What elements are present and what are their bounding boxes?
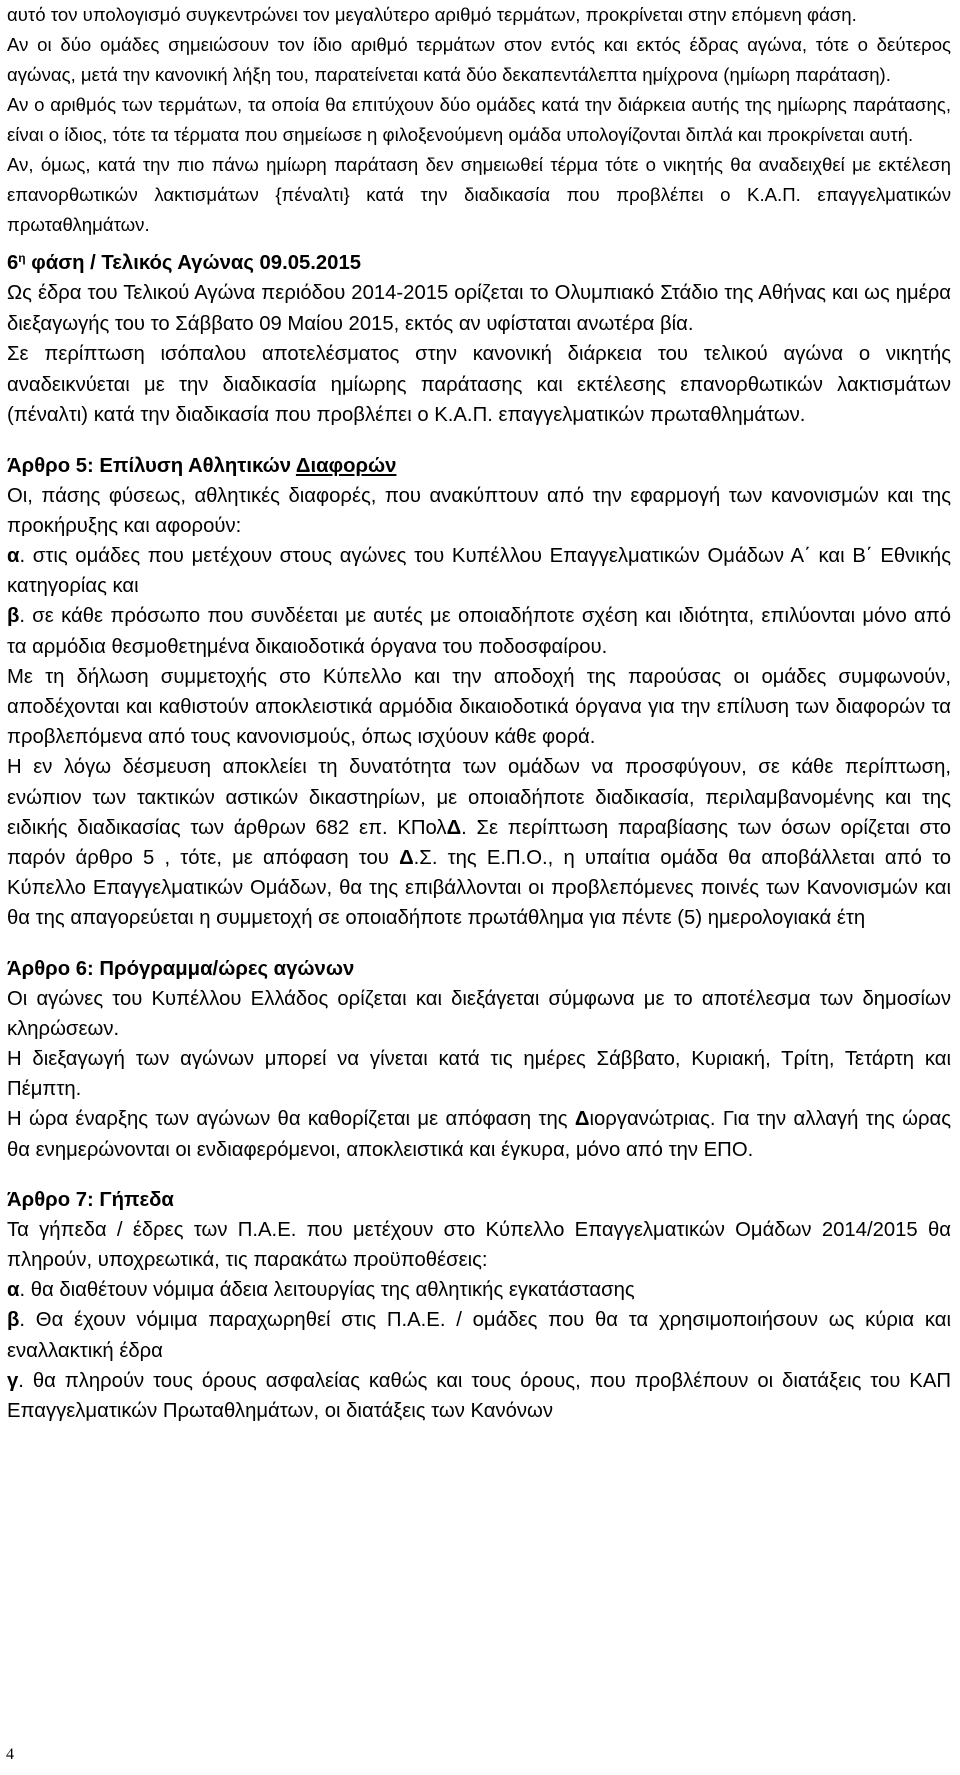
- list-item: β. Θα έχουν νόμιμα παραχωρηθεί στις Π.Α.Ε. / ομάδες που θα τα χρησιμοποιήσουν ως κύρια και εναλλακτική έδρα: [7, 1309, 951, 1362]
- article-7-heading: Άρθρο 7: Γήπεδα: [7, 1188, 174, 1211]
- paragraph: Αν, όμως, κατά την πιο πάνω ημίωρη παράταση δεν σημειωθεί τέρμα τότε ο νικητής θα αναδειχθεί με εκτέλεση επανορθωτικών λακτισμάτων {πέναλτι} κατά την διαδικασία που προβλέπει ο Κ.Α.Π. επαγγελματικών πρωταθλημάτων.: [7, 154, 951, 235]
- paragraph: Η εν λόγω δέσμευση αποκλείει τη δυνατότητα των ομάδων να προσφύγουν, σε κάθε περίπτωση, ενώπιον των τακτικών αστικών δικαστηρίων, με οποιαδήποτε διαδικασία, περιλαμβανομένης και της ειδικής διαδικασίας των άρθρων 682 επ. ΚΠολΔ. Σε περίπτωση παραβίασης των όσων ορίζεται στο παρόν άρθρο 5 , τότε, με απόφαση του Δ.Σ. της Ε.Π.Ο., η υπαίτια ομάδα θα αποβάλλεται από το Κύπελλο Επαγγελματικών Ομάδων, θα της επιβάλλονται οι προβλεπόμενες ποινές των Κανονισμών και θα της απαγορεύεται η συμμετοχή σε οποιαδήποτε πρωτάθλημα για πέντε (5) ημερολογιακά έτη: [7, 756, 952, 930]
- paragraph: Οι αγώνες του Κυπέλλου Ελλάδος ορίζεται και διεξάγεται σύμφωνα με το αποτέλεσμα των δημοσίων κληρώσεων.: [7, 987, 951, 1040]
- list-item: α. θα διαθέτουν νόμιμα άδεια λειτουργίας της αθλητικής εγκατάστασης: [7, 1279, 635, 1302]
- paragraph: αυτό τον υπολογισμό συγκεντρώνει τον μεγαλύτερο αριθμό τερμάτων, προκρίνεται στην επόμενη φάση.: [7, 4, 857, 25]
- paragraph: Αν οι δύο ομάδες σημειώσουν τον ίδιο αριθμό τερμάτων στον εντός και εκτός έδρας αγώνα, τότε ο δεύτερος αγώνας, μετά την κανονική λήξη του, παρατείνεται κατά δύο δεκαπεντάλεπτα ημίχρονα (ημίωρη παράταση).: [7, 34, 951, 85]
- paragraph: Ως έδρα του Τελικού Αγώνα περιόδου 2014-2015 ορίζεται το Ολυμπιακό Στάδιο της Αθήνας και ως ημέρα διεξαγωγής του το Σάββατο 09 Μαίου 2015, εκτός αν υφίσταται ανωτέρα βία.: [7, 282, 951, 335]
- article-5-heading: Άρθρο 5: Επίλυση Αθλητικών Διαφορών: [7, 454, 397, 477]
- paragraph: Με τη δήλωση συμμετοχής στο Κύπελλο και την αποδοχή της παρούσας οι ομάδες συμφωνούν, αποδέχονται και καθιστούν αποκλειστικά αρμόδια δικαιοδοτικά όργανα για την επίλυση των διαφορών τα προβλεπόμενα από τους κανονισμούς, όπως ισχύουν κάθε φορά.: [7, 665, 951, 749]
- list-item: γ. θα πληρούν τους όρους ασφαλείας καθώς και τους όρους, που προβλέπουν οι διατάξεις του ΚΑΠ Επαγγελματικών Πρωταθλημάτων, οι διατάξεις των Κανόνων: [7, 1369, 951, 1422]
- phase-6-heading: $6^\eta$ φάση / Τελικός Αγώνας 09.05.2015: [7, 251, 362, 274]
- paragraph: Οι, πάσης φύσεως, αθλητικές διαφορές, που ανακύπτουν από την εφαρμογή των κανονισμών και της προκήρυξης και αφορούν:: [7, 484, 951, 537]
- paragraph: Σε περίπτωση ισόπαλου αποτελέσματος στην κανονική διάρκεια του τελικού αγώνα ο νικητής αναδεικνύεται με την διαδικασία ημίωρης παράτασης και εκτέλεσης επανορθωτικών λακτισμάτων (πέναλτι) κατά την διαδικασία που προβλέπει ο Κ.Α.Π. επαγγελματικών πρωταθλημάτων.: [7, 343, 951, 426]
- paragraph: Η ώρα έναρξης των αγώνων θα καθορίζεται με απόφαση της Διοργανώτριας. Για την αλλαγή της ώρας θα ενημερώνονται οι ενδιαφερόμενοι, αποκλειστικά και έγκυρα, μόνο από την ΕΠΟ.: [7, 1108, 952, 1161]
- paragraph: Τα γήπεδα / έδρες των Π.Α.Ε. που μετέχουν στο Κύπελλο Επαγγελματικών Ομάδων 2014/2015 θα πληρούν, υποχρεωτικά, τις παρακάτω προϋποθέσεις:: [7, 1218, 951, 1271]
- paragraph: Αν ο αριθμός των τερμάτων, τα οποία θα επιτύχουν δύο ομάδες κατά την διάρκεια αυτής της ημίωρης παράτασης, είναι ο ίδιος, τότε τα τέρματα που σημείωσε η φιλοξενούμενη ομάδα υπολογίζονται διπλά και προκρίνεται αυτή.: [7, 94, 951, 145]
- list-item: β. σε κάθε πρόσωπο που συνδέεται με αυτές με οποιαδήποτε σχέση και ιδιότητα, επιλύονται μόνο από τα αρμόδια θεσμοθετημένα δικαιοδοτικά όργανα του ποδοσφαίρου.: [7, 605, 951, 658]
- article-6-heading: Άρθρο 6: Πρόγραμμα/ώρες αγώνων: [7, 957, 355, 980]
- paragraph: Η διεξαγωγή των αγώνων μπορεί να γίνεται κατά τις ημέρες Σάββατο, Κυριακή, Τρίτη, Τετάρτη και Πέμπτη.: [7, 1047, 951, 1101]
- page-number: 4: [6, 1746, 14, 1763]
- document-body: [7, 0, 951, 1426]
- list-item: α. στις ομάδες που μετέχουν στους αγώνες του Κυπέλλου Επαγγελματικών Ομάδων Α΄ και Β΄ Εθνικής κατηγορίας και: [7, 544, 951, 598]
